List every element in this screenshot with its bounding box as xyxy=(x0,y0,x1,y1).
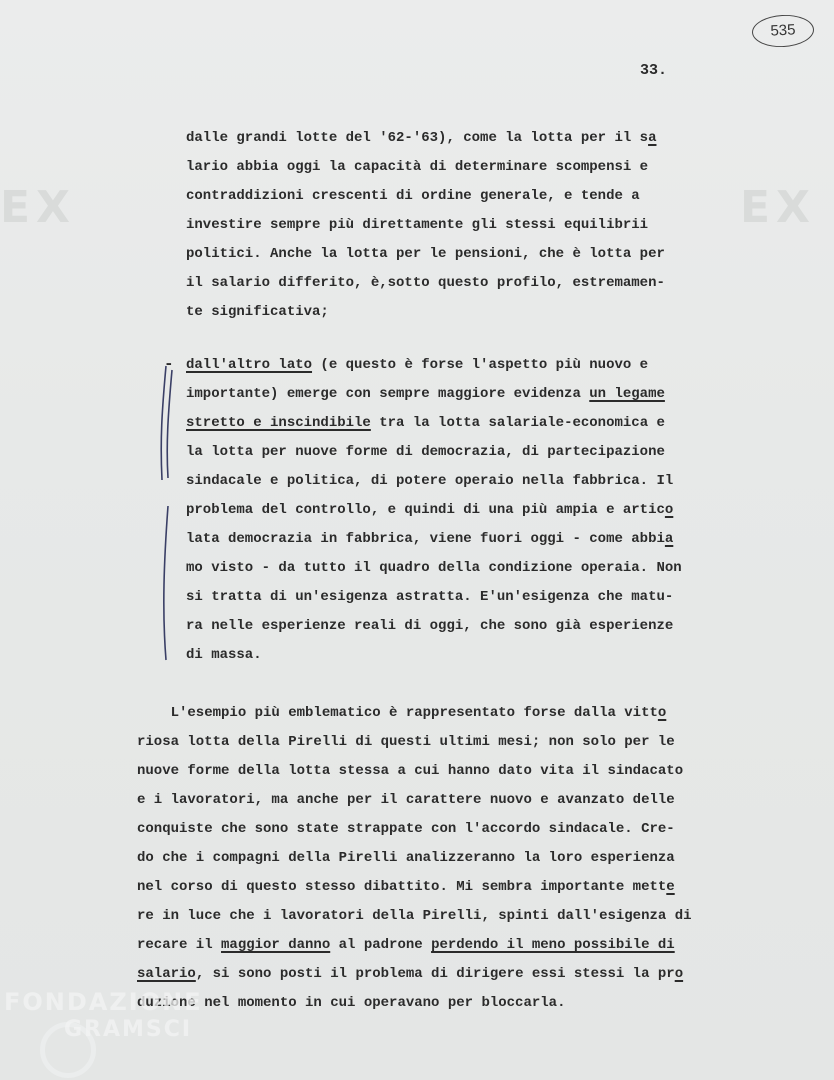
margin-bracket-marks xyxy=(150,360,180,670)
p3-line-1: L'esempio più emblematico è rappresentato forse dalla vitto xyxy=(137,705,667,721)
p2-line-7: lata democrazia in fabbrica, viene fuori oggi - come abbia xyxy=(186,531,674,547)
archive-stamp: 535 xyxy=(751,13,815,48)
p3-line-5: conquiste che sono state strappate con l'accordo sindacale. Cre- xyxy=(137,821,675,837)
p1-line-5: politici. Anche la lotta per le pensioni, che è lotta per xyxy=(186,246,665,262)
p2-line-1: dall'altro lato (e questo è forse l'aspetto più nuovo e xyxy=(186,357,649,373)
p3-line-9: recare il maggior danno al padrone perdendo il meno possibile di xyxy=(137,937,675,953)
p3-line-3: nuove forme della lotta stessa a cui hanno dato vita il sindacato xyxy=(137,763,684,779)
p3-line-8: re in luce che i lavoratori della Pirelli, spinti dall'esigenza di xyxy=(137,908,692,924)
p3-line-6: do che i compagni della Pirelli analizzeranno la loro esperienza xyxy=(137,850,675,866)
page-number: 33. xyxy=(640,62,668,79)
p1-line-7: te significativa; xyxy=(186,304,329,320)
p1-line-4: investire sempre più direttamente gli stessi equilibrii xyxy=(186,217,649,233)
p3-line-4: e i lavoratori, ma anche per il carattere nuovo e avanzato delle xyxy=(137,792,675,808)
p2-line-4: la lotta per nuove forme di democrazia, di partecipazione xyxy=(186,444,665,460)
p1-line-6: il salario differito, è,sotto questo profilo, estremamen- xyxy=(186,275,665,291)
watermark xyxy=(4,988,203,1044)
p1-line-2: lario abbia oggi la capacità di determinare scompensi e xyxy=(186,159,649,175)
watermark-line-2: GRAMSCI xyxy=(64,1017,193,1042)
watermark-line-1: FONDAZIONE xyxy=(4,988,203,1016)
p1-line-3: contraddizioni crescenti di ordine generale, e tende a xyxy=(186,188,640,204)
p3-line-11: duzione nel momento in cui operavano per bloccarla. xyxy=(137,995,566,1011)
p2-line-2: importante) emerge con sempre maggiore evidenza un legame xyxy=(186,386,665,402)
p2-line-5: sindacale e politica, di potere operaio nella fabbrica. Il xyxy=(186,473,674,489)
bleed-through-text-right: EX xyxy=(740,182,816,233)
p2-line-6: problema del controllo, e quindi di una più ampia e artico xyxy=(186,502,674,518)
p3-line-10: salario, si sono posti il problema di dirigere essi stessi la pro xyxy=(137,966,684,982)
p2-line-9: si tratta di un'esigenza astratta. E'un'esigenza che matu- xyxy=(186,589,674,605)
p2-line-8: mo visto - da tutto il quadro della condizione operaia. Non xyxy=(186,560,682,576)
p2-line-10: ra nelle esperienze reali di oggi, che sono già esperienze xyxy=(186,618,674,634)
p3-line-2: riosa lotta della Pirelli di questi ultimi mesi; non solo per le xyxy=(137,734,675,750)
list-dash: - xyxy=(164,355,174,373)
p3-line-7: nel corso di questo stesso dibattito. Mi sembra importante mette xyxy=(137,879,675,895)
p2-line-3: stretto e inscindibile tra la lotta salariale-economica e xyxy=(186,415,665,431)
bleed-through-text-left: EX xyxy=(0,182,76,233)
p2-line-11: di massa. xyxy=(186,647,262,663)
p1-line-1: dalle grandi lotte del '62-'63), come la lotta per il sa xyxy=(186,130,657,146)
